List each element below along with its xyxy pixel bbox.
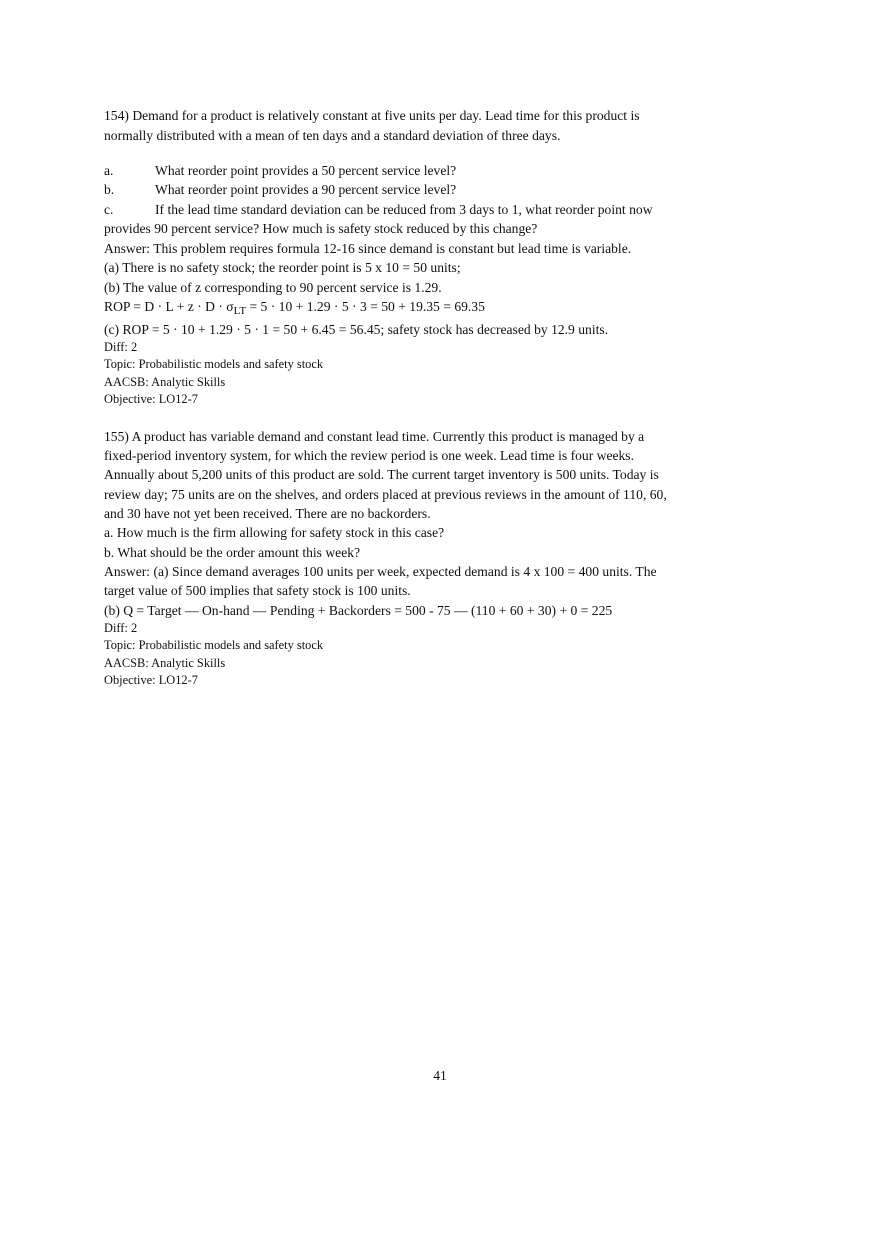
page-number: 41 [433,1068,447,1083]
q155-topic: Topic: Probabilistic models and safety stock [104,638,324,652]
q154-aacsb: AACSB: Analytic Skills [104,375,226,389]
q154-rop-formula [104,297,485,321]
option-label: c. [104,202,114,217]
q155-stem-line-6: a. How much is the firm allowing for safety stock in this case? [104,525,445,540]
q155-objective: Objective: LO12-7 [104,673,198,687]
q155-stem-line-3: Annually about 5,200 units of this product are sold. The current target inventory is 500 units. Today is [104,467,659,482]
option-text: What reorder point provides a 50 percent service level? [155,163,457,178]
q155-answer-line-1: Answer: (a) Since demand averages 100 units per week, expected demand is 4 x 100 = 400 units. The [104,564,657,579]
q154-stem-line-2: normally distributed with a mean of ten days and a standard deviation of three days. [104,128,561,143]
option-label: a. [104,163,114,178]
q154-option-b [104,180,456,199]
rop-pre: ROP = D · L + z · D · σ [104,299,234,314]
rop-subscript: LT [233,305,247,317]
q154-topic: Topic: Probabilistic models and safety stock [104,357,324,371]
q155-answer-line-3: (b) Q = Target — On-hand — Pending + Backorders = 500 - 75 — (110 + 60 + 30) + 0 = 225 [104,603,613,618]
q154-objective: Objective: LO12-7 [104,392,198,406]
q154-option-a [104,161,456,180]
q155-answer-line-2: target value of 500 implies that safety stock is 100 units. [104,583,411,598]
q154-option-c [104,200,653,219]
rop-post: = 5 · 10 + 1.29 · 5 · 3 = 50 + 19.35 = 69.35 [246,299,485,314]
q155-stem-line-5: and 30 have not yet been received. There are no backorders. [104,506,431,521]
q154-stem-line-1: 154) Demand for a product is relatively constant at five units per day. Lead time for this product is [104,108,640,123]
q154-answer-line-2: (a) There is no safety stock; the reorder point is 5 x 10 = 50 units; [104,260,461,275]
q155-stem-line-1: 155) A product has variable demand and constant lead time. Currently this product is managed by a [104,429,645,444]
q154-answer-line-1: Answer: This problem requires formula 12-16 since demand is constant but lead time is variable. [104,241,632,256]
q155-aacsb: AACSB: Analytic Skills [104,656,226,670]
option-label: b. [104,182,115,197]
q154-answer-c: (c) ROP = 5 · 10 + 1.29 · 5 · 1 = 50 + 6.45 = 56.45; safety stock has decreased by 12.9 units. [104,322,609,337]
q155-stem-line-2: fixed-period inventory system, for which the review period is one week. Lead time is four weeks. [104,448,634,463]
option-text: If the lead time standard deviation can be reduced from 3 days to 1, what reorder point now [155,202,653,217]
q154-option-c-cont: provides 90 percent service? How much is safety stock reduced by this change? [104,221,538,236]
q154-answer-line-3: (b) The value of z corresponding to 90 percent service is 1.29. [104,280,442,295]
q155-stem-line-7: b. What should be the order amount this week? [104,545,361,560]
q154-diff: Diff: 2 [104,340,138,354]
q155-stem-line-4: review day; 75 units are on the shelves, and orders placed at previous reviews in the amount of 110, 60, [104,487,667,502]
q155-diff: Diff: 2 [104,621,138,635]
option-text: What reorder point provides a 90 percent service level? [155,182,457,197]
